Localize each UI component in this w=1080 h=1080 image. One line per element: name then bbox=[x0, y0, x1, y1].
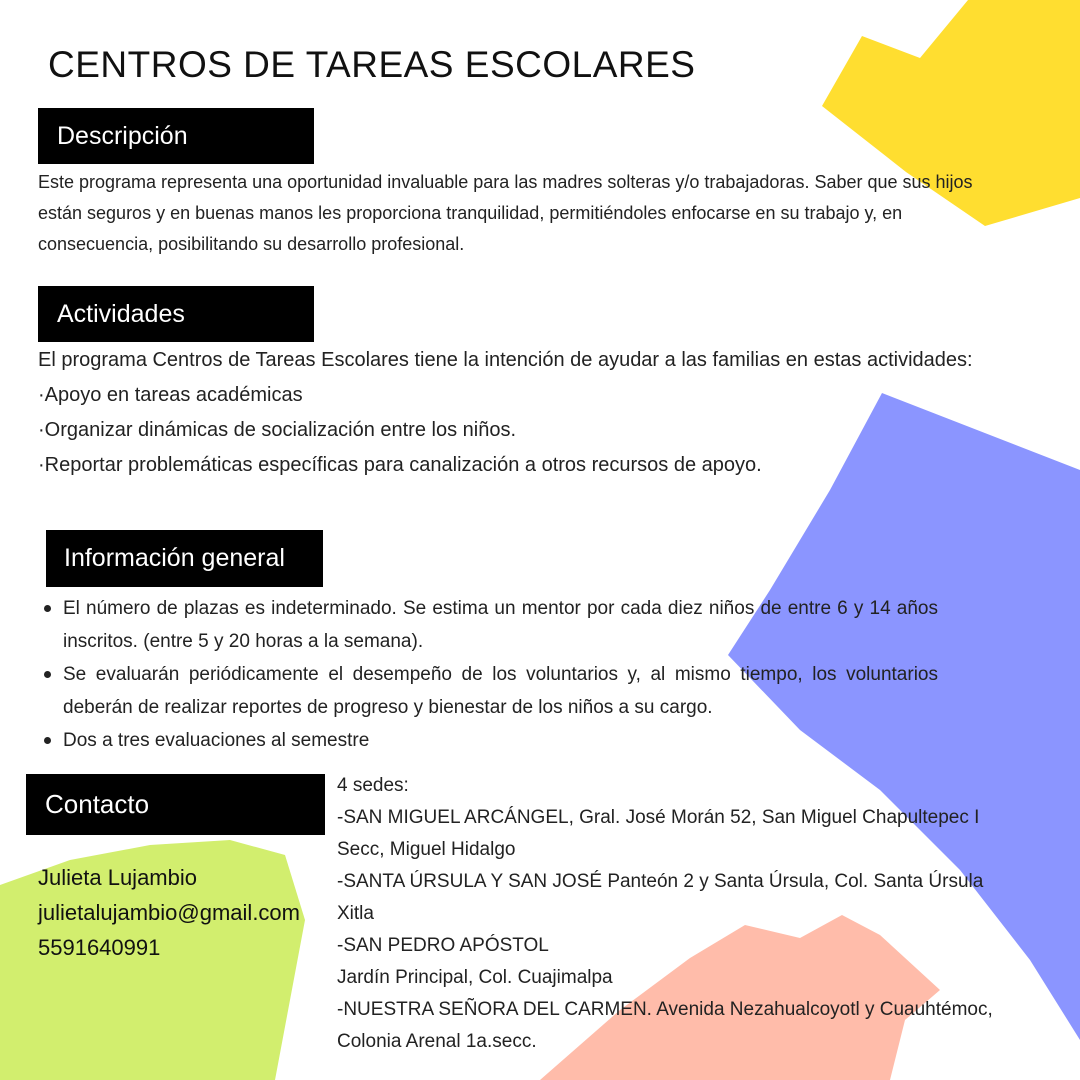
contact-name: Julieta Lujambio bbox=[38, 865, 197, 890]
sede-line: -NUESTRA SEÑORA DEL CARMEN. Avenida Nezahualcoyotl y Cuauhtémoc, bbox=[337, 999, 993, 1020]
contact-email[interactable]: julietalujambio@gmail.com bbox=[38, 900, 300, 925]
contact-phone[interactable]: 5591640991 bbox=[38, 935, 161, 960]
descripcion-text: Este programa representa una oportunidad invaluable para las madres solteras y/o trabajadoras. Saber que sus hijos están seguros y en buenas manos les proporciona tranquilidad, permitiéndoles enfocarse en su trabajo y, en consecuencia, posibilitando su desarrollo profesional. bbox=[38, 172, 973, 254]
actividad-item: ·Organizar dinámicas de socialización entre los niños. bbox=[38, 419, 517, 441]
sede-line: -SAN MIGUEL ARCÁNGEL, Gral. José Morán 52, San Miguel Chapultepec I bbox=[337, 807, 980, 828]
sede-line: Jardín Principal, Col. Cuajimalpa bbox=[337, 967, 613, 988]
actividades-label: Actividades bbox=[38, 286, 314, 342]
sede-line: Colonia Arenal 1a.secc. bbox=[337, 1031, 537, 1052]
informacion-label: Información general bbox=[46, 530, 323, 587]
actividades-intro: El programa Centros de Tareas Escolares tiene la intención de ayudar a las familias en estas actividades: bbox=[38, 349, 973, 371]
informacion-list bbox=[38, 592, 938, 757]
sede-line: -SANTA ÚRSULA Y SAN JOSÉ Panteón 2 y Santa Úrsula, Col. Santa Úrsula bbox=[337, 871, 984, 892]
informacion-item: Dos a tres evaluaciones al semestre bbox=[38, 724, 938, 757]
actividades-section bbox=[38, 343, 1018, 483]
descripcion-label: Descripción bbox=[38, 108, 314, 164]
page-title: CENTROS DE TAREAS ESCOLARES bbox=[48, 44, 696, 85]
sedes-list bbox=[337, 770, 1057, 1058]
sede-line: Xitla bbox=[337, 903, 374, 924]
informacion-item: Se evaluarán periódicamente el desempeño de los voluntarios y, al mismo tiempo, los voluntarios deberán de realizar reportes de progreso y bienestar de los niños a su cargo. bbox=[38, 658, 938, 724]
sede-line: -SAN PEDRO APÓSTOL bbox=[337, 935, 549, 956]
actividad-item: ·Reportar problemáticas específicas para canalización a otros recursos de apoyo. bbox=[38, 454, 762, 476]
contact-info bbox=[38, 860, 300, 965]
sedes-heading: 4 sedes: bbox=[337, 775, 409, 796]
contacto-label: Contacto bbox=[26, 774, 325, 835]
sede-line: Secc, Miguel Hidalgo bbox=[337, 839, 516, 860]
actividad-item: ·Apoyo en tareas académicas bbox=[38, 384, 303, 406]
informacion-item: El número de plazas es indeterminado. Se estima un mentor por cada diez niños de entre 6 y 14 años inscritos. (entre 5 y 20 horas a la semana). bbox=[38, 592, 938, 658]
